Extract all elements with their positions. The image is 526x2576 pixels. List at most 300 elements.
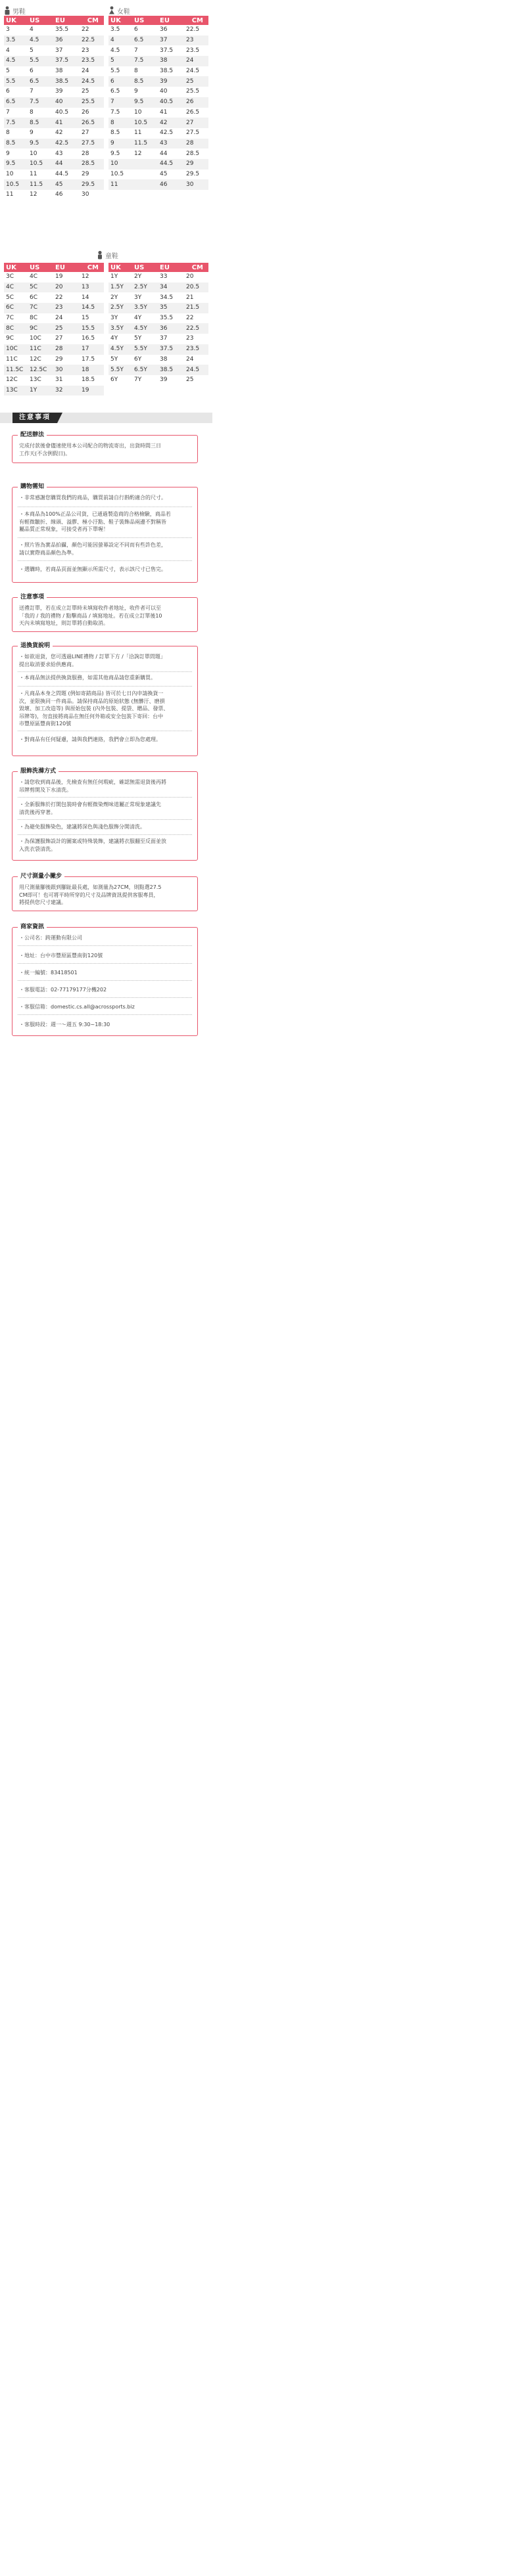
kids-size-cell: 5Y — [134, 335, 142, 342]
women-size-cell: 44 — [160, 150, 168, 157]
table-row — [108, 313, 208, 324]
women-size-cell: 37.5 — [160, 47, 174, 54]
men-size-cell: 37 — [55, 47, 63, 54]
women-size-cell: 4 — [108, 35, 132, 46]
women-size-cell: 46 — [158, 179, 182, 190]
men-size-cell: 7.5 — [4, 118, 28, 128]
kids-size-cell: 4.5Y — [132, 323, 158, 334]
men-size-cell: 4 — [30, 26, 34, 34]
kids-size-cell: 22 — [55, 294, 63, 301]
men-size-cell: 9 — [30, 129, 34, 137]
table-row — [4, 375, 104, 386]
women-section-header — [108, 5, 130, 16]
women-size-cell: 9 — [134, 88, 138, 95]
table-row — [4, 45, 104, 56]
women-size-cell: 38 — [158, 56, 182, 66]
kids-size-header-eu: EU — [53, 263, 78, 272]
purchase-item — [19, 494, 192, 502]
kids-size-cell: 7C — [28, 303, 53, 313]
kids-size-cell: 11C — [6, 355, 18, 363]
women-size-cell: 5.5 — [110, 68, 120, 75]
table-row — [108, 108, 208, 118]
kids-size-cell: 12C — [6, 376, 18, 384]
kids-size-cell: 6C — [30, 294, 38, 301]
men-size-cell: 29 — [82, 170, 89, 177]
men-size-cell: 39 — [55, 88, 63, 95]
men-size-cell: 7 — [30, 88, 34, 95]
notes-banner — [0, 413, 212, 423]
table-row — [4, 139, 104, 149]
men-size-cell: 38.5 — [53, 76, 78, 87]
table-row — [108, 66, 208, 77]
men-size-cell: 7 — [6, 108, 10, 116]
table-row — [108, 159, 208, 169]
table-row — [108, 292, 208, 303]
table-row — [4, 76, 104, 87]
kids-size-cell: 21 — [186, 294, 194, 301]
measure-title: 尺寸測量小撇步 — [18, 872, 64, 881]
kids-size-cell: 37 — [160, 335, 168, 342]
kids-size-cell: 10C — [4, 344, 28, 355]
divider — [18, 671, 192, 672]
men-size-cell: 6 — [6, 88, 10, 95]
table-row — [4, 87, 104, 97]
men-size-cell: 5.5 — [4, 76, 28, 87]
kids-size-cell: 8C — [4, 323, 28, 334]
men-size-cell: 6.5 — [28, 76, 53, 87]
kids-size-cell: 20 — [53, 282, 78, 293]
kids-size-cell: 4C — [30, 273, 38, 281]
women-size-cell — [132, 159, 158, 169]
men-size-cell: 40.5 — [55, 108, 69, 116]
women-size-header-row — [108, 16, 208, 25]
table-row — [108, 323, 208, 334]
divider — [18, 834, 192, 835]
caution-line: 「我的 / 我的禮物 / 點擊商品 / 填寫地址。若在成立訂單後10 — [19, 612, 162, 619]
company-name: ・公司名：跨運動有限公司 — [19, 935, 82, 941]
table-row — [108, 128, 208, 139]
kids-size-cell: 30 — [53, 365, 78, 375]
women-size-cell: 7.5 — [132, 56, 158, 66]
table-row — [4, 25, 104, 35]
kids-size-cell: 20 — [186, 273, 194, 281]
women-size-body — [108, 25, 208, 190]
women-size-cell: 6 — [108, 76, 132, 87]
kids-size-cell: 9C — [6, 335, 14, 342]
kids-size-cell: 23 — [53, 303, 78, 313]
kids-size-cell: 33 — [160, 273, 168, 281]
kids-size-cell: 14.5 — [78, 303, 104, 313]
kids-right-header-row — [108, 263, 208, 272]
kids-size-cell: 35 — [158, 303, 182, 313]
returns-item — [19, 736, 192, 744]
kids-size-cell: 13C — [30, 376, 41, 384]
women-size-cell: 40 — [160, 88, 168, 95]
women-size-cell: 29.5 — [186, 170, 200, 177]
women-size-cell: 27 — [182, 118, 208, 128]
men-size-cell: 28.5 — [78, 159, 104, 169]
women-size-header-us: US — [132, 16, 158, 25]
men-size-cell: 23.5 — [78, 56, 104, 66]
divider — [18, 537, 192, 538]
kids-size-cell: 4.5Y — [108, 344, 132, 355]
men-size-cell: 25 — [82, 88, 89, 95]
caution-line: 天內未填寫地址，則訂單將自動取消。 — [19, 620, 108, 626]
men-size-cell: 26.5 — [78, 118, 104, 128]
company-hours: ・客服時段：週一～週五 9:30~18:30 — [19, 1022, 110, 1028]
women-size-header-uk: UK — [108, 16, 132, 25]
kids-size-cell: 3.5Y — [108, 323, 132, 334]
table-row — [108, 334, 208, 344]
washing-line: ・全新服飾於打開包裝時會有輕微染劑味道屬正常現象建議先 — [19, 802, 161, 807]
women-size-cell: 24 — [182, 56, 208, 66]
kids-size-cell: 31 — [55, 376, 63, 384]
kids-size-cell: 12C — [30, 355, 41, 363]
women-size-cell: 40.5 — [158, 97, 182, 108]
notes-banner-notch — [57, 413, 62, 423]
table-row — [4, 66, 104, 77]
women-size-cell: 7 — [108, 97, 132, 108]
caution-body — [19, 604, 192, 627]
women-size-cell: 27.5 — [186, 129, 200, 137]
men-size-cell: 29.5 — [78, 179, 104, 190]
table-row — [4, 118, 104, 128]
washing-item — [19, 823, 192, 831]
women-size-cell: 25 — [182, 76, 208, 87]
kids-size-cell: 8C — [30, 315, 38, 322]
kids-size-header-us: US — [132, 263, 158, 272]
kids-size-cell: 37.5 — [158, 344, 182, 355]
table-row — [108, 35, 208, 46]
men-label: 男鞋 — [12, 8, 26, 16]
table-row — [108, 303, 208, 313]
returns-line: 提出取消要求給供應商。 — [19, 661, 77, 667]
kids-size-cell: 17.5 — [82, 355, 95, 363]
table-row — [108, 76, 208, 87]
men-size-cell: 5 — [6, 68, 10, 75]
men-size-header-cm: CM — [78, 16, 104, 25]
table-row — [4, 169, 104, 180]
table-row — [4, 334, 104, 344]
kids-size-cell: 15 — [82, 315, 89, 322]
kids-size-cell: 5.5Y — [132, 344, 158, 355]
women-size-cell: 28.5 — [186, 150, 200, 157]
kids-size-cell: 28 — [53, 344, 78, 355]
table-row — [4, 159, 104, 169]
kids-size-cell: 39 — [160, 376, 168, 384]
women-size-cell: 8.5 — [110, 129, 120, 137]
kids-size-cell: 18.5 — [82, 376, 95, 384]
women-size-cell: 26.5 — [186, 108, 200, 116]
table-row — [4, 179, 104, 190]
washing-box — [12, 768, 198, 861]
table-row — [4, 323, 104, 334]
women-size-cell: 42 — [158, 118, 182, 128]
washing-item — [19, 838, 192, 853]
women-size-cell: 43 — [158, 139, 182, 149]
men-size-cell: 4.5 — [28, 35, 53, 46]
kids-size-cell: 19 — [78, 386, 104, 396]
delivery-body — [19, 442, 192, 457]
women-size-cell: 39 — [158, 76, 182, 87]
purchase-line: ・本商品為100%正品公司貨，已通過製造商的合格檢驗，商品若 — [19, 511, 171, 517]
men-size-cell: 45 — [53, 179, 78, 190]
washing-line: ・為避免服飾染色，建議將深色與淺色服飾分開清洗。 — [19, 824, 145, 830]
men-size-cell: 9.5 — [4, 159, 28, 169]
purchase-box — [12, 484, 198, 583]
company-phone: ・客服電話：02-77179177分機202 — [19, 987, 107, 993]
kids-size-cell: 22 — [186, 315, 194, 322]
kids-size-header-cm: CM — [182, 263, 208, 272]
kids-size-cell: 13C — [4, 386, 28, 396]
delivery-box — [12, 432, 198, 463]
returns-line: 毀壞、加工改造等) 與原始包裝 (內外包裝、提袋、贈品、發票、 — [19, 706, 169, 712]
kids-size-cell: 5C — [28, 282, 53, 293]
company-email: ・客服信箱：domestic.cs.all@acrossports.biz — [19, 1004, 135, 1010]
women-size-cell: 9.5 — [110, 150, 120, 157]
kids-size-cell: 6C — [4, 303, 28, 313]
kids-size-cell: 1Y — [28, 386, 53, 396]
kids-size-cell: 27 — [55, 335, 63, 342]
table-row — [4, 365, 104, 375]
kids-size-cell: 21.5 — [182, 303, 208, 313]
men-size-header-uk: UK — [4, 16, 28, 25]
women-size-cell: 8.5 — [132, 76, 158, 87]
kids-size-cell: 24 — [186, 355, 194, 363]
women-size-cell: 30 — [182, 179, 208, 190]
table-row — [4, 56, 104, 66]
returns-box — [12, 643, 198, 756]
men-size-cell: 23 — [82, 47, 89, 54]
women-size-cell: 9.5 — [132, 97, 158, 108]
kids-size-cell: 22.5 — [182, 323, 208, 334]
purchase-line: 請以實際商品顏色為準。 — [19, 549, 77, 556]
women-size-cell: 8 — [134, 68, 138, 75]
table-row — [4, 190, 104, 200]
women-size-cell: 36 — [160, 26, 168, 34]
women-size-cell: 42.5 — [160, 129, 174, 137]
company-address: ・地址：台中市豐原區豐南街120號 — [19, 953, 103, 959]
kids-label: 童鞋 — [105, 252, 118, 260]
women-size-cell: 10.5 — [132, 118, 158, 128]
men-size-cell: 27 — [82, 129, 89, 137]
table-row — [108, 56, 208, 66]
washing-line: 清洗後再穿著。 — [19, 809, 56, 815]
company-tax-id: ・統一編號：83418501 — [19, 970, 78, 976]
washing-line: 吊牌剪開及下水清洗。 — [19, 786, 72, 793]
notes-banner-title: 注意事項 — [12, 413, 57, 423]
women-size-cell — [132, 179, 158, 190]
kids-size-table-right — [108, 263, 208, 386]
kids-size-cell: 7Y — [134, 376, 142, 384]
measure-line: CM即可！也可將平時所穿的尺寸及品牌資訊提供客服專員， — [19, 892, 159, 898]
men-size-cell: 11.5 — [28, 179, 53, 190]
men-size-cell: 35.5 — [55, 26, 69, 34]
kids-size-cell: 16.5 — [82, 335, 95, 342]
kids-size-cell: 11.5C — [4, 365, 28, 375]
purchase-title: 購物需知 — [18, 483, 47, 491]
returns-line: 次，並限換同一件商品。請保持商品的原始狀態 (無髒汙、磨損 — [19, 698, 165, 704]
table-row — [108, 25, 208, 35]
kids-size-cell: 25 — [53, 323, 78, 334]
women-size-header-eu: EU — [158, 16, 182, 25]
kids-size-cell: 1Y — [110, 273, 118, 281]
purchase-item — [19, 510, 192, 533]
purchase-line: ・照片皆為實品拍攝，顏色可能因螢幕設定不同而有些許色差， — [19, 542, 166, 548]
table-row — [108, 45, 208, 56]
men-size-cell: 7.5 — [28, 97, 53, 108]
returns-item — [19, 674, 192, 682]
shoe-woman-icon — [108, 6, 116, 15]
purchase-line: 屬品質正常現象，可接受者再下單喔！ — [19, 526, 108, 532]
purchase-item — [19, 541, 192, 556]
men-section-header — [3, 5, 26, 16]
women-size-cell: 38.5 — [160, 68, 174, 75]
caution-title: 注意事項 — [18, 593, 47, 602]
kids-size-cell: 24.5 — [182, 365, 208, 375]
kids-size-cell: 14 — [82, 294, 89, 301]
men-size-table — [4, 16, 104, 200]
purchase-line: ・選購時，若商品頁面並無顯示所需尺寸，表示該尺寸已售完。 — [19, 566, 166, 572]
divider — [18, 560, 192, 561]
kids-size-cell: 38.5 — [158, 365, 182, 375]
women-size-cell: 11.5 — [132, 139, 158, 149]
table-row — [108, 169, 208, 180]
men-size-body — [4, 25, 104, 200]
kids-size-cell: 18 — [78, 365, 104, 375]
kids-size-cell: 5.5Y — [108, 365, 132, 375]
table-row — [4, 386, 104, 396]
men-size-cell: 9 — [6, 150, 10, 157]
kids-size-cell: 23 — [186, 335, 194, 342]
returns-item — [19, 653, 192, 668]
men-size-cell: 44.5 — [55, 170, 69, 177]
kids-size-cell: 24 — [55, 315, 63, 322]
men-size-cell: 8.5 — [28, 118, 53, 128]
women-label: 女鞋 — [117, 8, 130, 16]
table-row — [108, 344, 208, 355]
washing-title: 服飾洗滌方式 — [18, 767, 59, 776]
table-row — [4, 35, 104, 46]
women-size-cell: 22.5 — [186, 26, 200, 34]
women-size-cell: 26 — [182, 97, 208, 108]
women-size-cell: 24.5 — [186, 68, 200, 75]
returns-title: 退換貨說明 — [18, 642, 53, 650]
kids-size-cell: 6.5Y — [132, 365, 158, 375]
men-size-cell: 22.5 — [78, 35, 104, 46]
kids-size-cell: 11C — [28, 344, 53, 355]
kids-size-cell: 2.5Y — [132, 282, 158, 293]
women-size-cell: 10.5 — [110, 170, 124, 177]
women-size-cell: 11 — [108, 179, 132, 190]
women-size-cell: 45 — [160, 170, 168, 177]
men-size-cell: 12 — [30, 191, 37, 198]
women-size-cell: 37 — [158, 35, 182, 46]
women-size-cell: 23 — [182, 35, 208, 46]
purchase-line: ・非常感謝您購買我們的商品，購買前請自行斟酌適合的尺寸。 — [19, 495, 166, 501]
men-size-cell: 36 — [53, 35, 78, 46]
table-row — [4, 108, 104, 118]
delivery-line: 完成付款後會儘速使用本公司配合的物流寄出，出貨時間三日 — [19, 443, 161, 449]
men-size-cell: 40 — [53, 97, 78, 108]
men-size-cell: 46 — [55, 191, 63, 198]
men-size-cell: 43 — [55, 150, 63, 157]
kids-size-cell: 12 — [82, 273, 89, 281]
kids-size-cell: 2.5Y — [108, 303, 132, 313]
table-row — [4, 128, 104, 139]
women-size-cell: 44.5 — [158, 159, 182, 169]
returns-line: 吊牌等)，勿直接將商品在無任何外箱或安全包裝下寄回：台中 — [19, 713, 164, 719]
kids-size-cell: 34.5 — [160, 294, 174, 301]
women-size-cell: 6.5 — [110, 88, 120, 95]
men-size-cell: 10.5 — [28, 159, 53, 169]
measure-line: 用尺測量腳後跟到腳趾最長處，如測量為27CM，則點選27.5 — [19, 884, 162, 890]
men-size-cell: 9.5 — [28, 139, 53, 149]
men-size-cell: 8 — [30, 108, 34, 116]
women-size-cell: 8 — [108, 118, 132, 128]
table-row — [108, 365, 208, 375]
women-size-header-cm: CM — [182, 16, 208, 25]
table-row — [4, 355, 104, 365]
company-box — [12, 924, 198, 1036]
kids-size-cell: 7C — [6, 315, 14, 322]
women-size-cell: 41 — [160, 108, 168, 116]
divider — [18, 1014, 192, 1015]
kids-size-cell: 3Y — [134, 294, 142, 301]
divider — [18, 980, 192, 981]
returns-line: ・凡商品本身之問題 (例如寄錯商品) 皆可於七日內申請換貨一 — [19, 690, 164, 696]
washing-line: ・請您收到商品後，先檢查有無任何瑕疵，確認無需退貨後再將 — [19, 779, 166, 785]
women-size-cell — [132, 169, 158, 180]
divider — [18, 963, 192, 964]
kids-size-header-us: US — [28, 263, 53, 272]
men-size-cell: 38 — [55, 68, 63, 75]
kids-section-header — [96, 250, 118, 260]
kids-size-header-uk: UK — [4, 263, 28, 272]
returns-line: ・如欲退貨，您可透過LINE禮物 / 訂單下方 /「洽詢訂單問題」 — [19, 654, 166, 660]
men-size-cell: 24 — [82, 68, 89, 75]
men-size-cell: 8 — [6, 129, 10, 137]
delivery-title: 配送辦法 — [18, 431, 47, 440]
kids-size-cell: 6Y — [134, 355, 142, 363]
kids-size-cell: 25 — [186, 376, 194, 384]
kids-size-cell: 4C — [4, 282, 28, 293]
table-row — [4, 272, 104, 282]
divider — [18, 997, 192, 998]
men-size-cell: 41 — [53, 118, 78, 128]
washing-line: ・為保護服飾設計的圖案或特殊裝飾，建議將衣服翻至反面並放 — [19, 838, 166, 844]
purchase-line: 有輕微皺折、線頭、溢膠、極小汙點、鞋子裝飾品兩邊不對稱皆 — [19, 518, 166, 525]
divider — [18, 819, 192, 820]
men-size-cell: 10 — [30, 150, 37, 157]
table-row — [108, 87, 208, 97]
kids-size-cell: 23.5 — [182, 344, 208, 355]
men-size-cell: 44 — [53, 159, 78, 169]
kids-size-cell: 5Y — [110, 355, 118, 363]
kids-size-cell: 4Y — [110, 335, 118, 342]
table-row — [4, 313, 104, 324]
kids-size-cell: 13 — [78, 282, 104, 293]
table-row — [4, 97, 104, 108]
caution-line: 送禮訂單，若在成立訂單時未填寫收件者地址，收件者可以至 — [19, 605, 161, 611]
men-size-cell: 5 — [30, 47, 34, 54]
kids-size-table-left — [4, 263, 104, 395]
men-size-cell: 30 — [82, 191, 89, 198]
women-size-cell: 10 — [108, 159, 132, 169]
women-size-cell: 29 — [182, 159, 208, 169]
men-size-cell: 11 — [6, 191, 14, 198]
women-size-cell: 7.5 — [110, 108, 120, 116]
